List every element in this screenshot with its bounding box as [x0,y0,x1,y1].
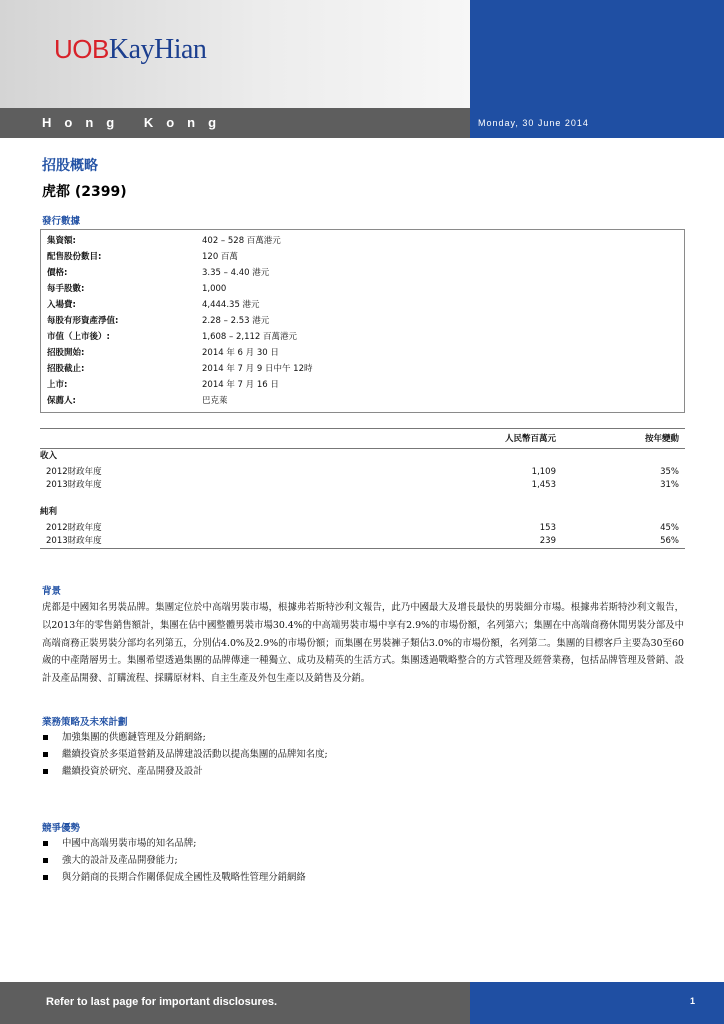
region-label: Hong Kong [42,115,230,130]
table-row: 2012財政年度 153 45% [46,523,679,533]
fin-table-top-rule [40,428,685,429]
footer-blue-panel [470,982,724,1024]
advantages-heading: 競爭優勢 [42,823,81,834]
background-heading: 背景 [42,586,62,597]
logo-kayhian-text: KayHian [108,34,207,65]
strategy-heading: 業務策略及未來計劃 [42,717,128,728]
offering-row: 保薦人: 巴克萊 [47,396,228,406]
background-paragraph: 虎都是中國知名男裝品牌。集團定位於中高端男裝市場，根據弗若斯特沙利文報告，此乃中國最大及增長最快的男裝細分市場。根據弗若斯特沙利文報告，以2013年的零售銷售額計，集團在佔中國整體男裝市場30.4%的中高端男裝市場中享有2.9%的市場份額，名列第六；集團在中高端商務休閒男裝分部及中高端商務正裝男裝分部均名列第五，分別佔4.0%及2.9%的市場份額；而集團在男裝褲子類佔3.0%的市場份額，名列第二。集團的目標客戶主要為30至60歲的中產階層男士。集團希望透過集團的品牌傳達一種獨立、成功及精英的生活方式。集團透過戰略整合的方式管理及經營業務，包括品牌管理及營銷、設計及產品開發、訂購流程、採購原材料、自主生產及外包生產以及銷售及分銷。 [42,602,684,685]
logo-uob-text: UOB [54,34,109,64]
fin-section-title: 收入 [40,451,58,461]
bullet-square-icon [43,735,48,740]
table-row: 2013財政年度 239 56% [46,536,679,546]
fin-section-title: 純利 [40,507,58,517]
table-row: 2013財政年度 1,453 31% [46,480,679,490]
fin-table-bottom-rule [40,548,685,549]
offering-row: 招股截止: 2014 年 7 月 9 日中午 12時 [47,364,313,374]
report-category: 招股概略 [42,158,98,174]
offering-row: 集資額: 402 – 528 百萬港元 [47,236,281,246]
strategy-list [42,729,328,780]
uob-kayhian-logo [54,34,206,66]
bullet-square-icon [43,858,48,863]
advantages-list [42,835,306,886]
offering-row: 招股開始: 2014 年 6 月 30 日 [47,348,279,358]
col-yoy-header: 按年變動 [644,434,679,444]
fin-table-header [40,433,685,446]
offering-row: 市值（上市後）: 1,608 – 2,112 百萬港元 [47,332,298,342]
list-item: 強大的設計及產品開發能力; [42,852,306,869]
bullet-square-icon [43,875,48,880]
list-item: 加強集團的供應鏈管理及分銷網絡; [42,729,328,746]
offering-table [40,229,685,413]
page-number: 1 [690,996,696,1006]
offering-heading: 發行數據 [42,216,81,227]
list-item: 繼續投資於研究、產品開發及設計 [42,763,328,780]
disclosure-note: Refer to last page for important disclosures. [46,996,278,1008]
bullet-square-icon [43,769,48,774]
list-item: 繼續投資於多渠道營銷及品牌建設活動以提高集團的品牌知名度; [42,746,328,763]
offering-row: 價格: 3.35 – 4.40 港元 [47,268,270,278]
offering-row: 每手股數: 1,000 [47,284,227,294]
company-title: 虎都 (2399) [42,184,127,200]
offering-row: 上市: 2014 年 7 月 16 日 [47,380,279,390]
report-date: Monday, 30 June 2014 [478,118,589,128]
table-row: 2012財政年度 1,109 35% [46,467,679,477]
list-item: 中國中高端男裝市場的知名品牌; [42,835,306,852]
col-rmb-header: 人民幣百萬元 [504,434,556,444]
bullet-square-icon [43,752,48,757]
offering-row: 配售股份數目: 120 百萬 [47,252,238,262]
bullet-square-icon [43,841,48,846]
fin-table-header-rule [40,448,685,449]
list-item: 與分銷商的長期合作關係促成全國性及戰略性管理分銷網絡 [42,869,306,886]
offering-row: 每股有形資產淨值: 2.28 – 2.53 港元 [47,316,270,326]
offering-row: 入場費: 4,444.35 港元 [47,300,260,310]
